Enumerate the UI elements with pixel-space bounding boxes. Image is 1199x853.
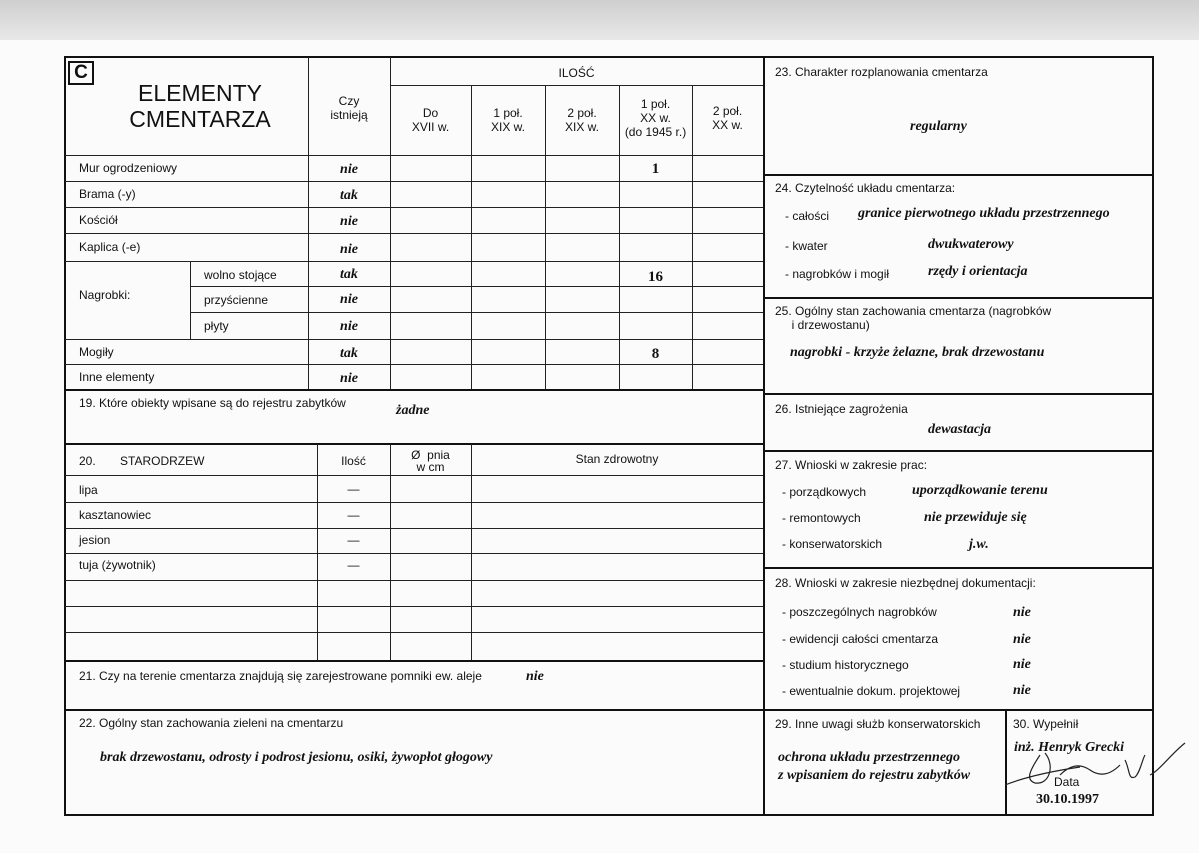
grid-line	[190, 261, 191, 339]
quantity-value: 16	[648, 269, 663, 285]
q24-item-answer: granice pierwotnego układu przestrzennego	[858, 206, 1110, 221]
tree-qty: —	[347, 533, 360, 547]
grid-line	[65, 443, 763, 445]
grid-line	[190, 286, 763, 287]
q24-item-label: - nagrobków i mogił	[785, 267, 890, 281]
grid-line	[764, 567, 1153, 569]
tree-name: kasztanowiec	[79, 508, 152, 522]
q26-answer: dewastacja	[928, 422, 991, 437]
q19-label: 19. Które obiekty wpisane są do rejestru zabytków	[79, 396, 346, 410]
exists-answer: tak	[340, 346, 358, 361]
q24-item-answer: dwukwaterowy	[928, 237, 1014, 252]
grid-line	[65, 364, 763, 365]
grid-line	[65, 233, 763, 234]
q27-item-label: - remontowych	[782, 511, 861, 525]
header-period: 1 poł. XX w. (do 1945 r.)	[624, 97, 687, 139]
q24-label: 24. Czytelność układu cmentarza:	[775, 181, 956, 195]
q27-label: 27. Wnioski w zakresie prac:	[775, 458, 928, 472]
q29-answer: ochrona układu przestrzennego z wpisaniem do rejestru zabytków	[778, 750, 971, 783]
q26-label: 26. Istniejące zagrożenia	[775, 402, 908, 416]
tree-name: jesion	[79, 533, 111, 547]
q27-item-label: - porządkowych	[782, 485, 867, 499]
grid-line	[65, 660, 763, 662]
q30-name: inż. Henryk Grecki	[1014, 740, 1125, 755]
q30-date: 30.10.1997	[1036, 792, 1099, 807]
q29-label: 29. Inne uwagi służb konserwatorskich	[775, 717, 981, 731]
q23-label: 23. Charakter rozplanowania cmentarza	[775, 65, 988, 79]
element-label: płyty	[204, 319, 229, 333]
grid-line	[390, 444, 391, 660]
exists-answer: nie	[340, 162, 358, 177]
header-quantity: ILOŚĆ	[558, 66, 595, 80]
tree-qty: —	[347, 508, 360, 522]
q24-item-label: - kwater	[785, 239, 828, 253]
grid-line	[65, 155, 763, 156]
element-label: Mur ogrodzeniowy	[79, 161, 178, 175]
tombstones-label: Nagrobki:	[79, 288, 131, 302]
scan-top-edge	[0, 0, 1199, 40]
grid-line	[764, 709, 1153, 711]
header-period: 2 poł. XX w.	[712, 104, 743, 132]
q27-item-label: - konserwatorskich	[782, 537, 883, 551]
q28-label: 28. Wnioski w zakresie niezbędnej dokumentacji:	[775, 576, 1036, 590]
q27-item-answer: j.w.	[969, 537, 989, 552]
quantity-value: 8	[651, 346, 660, 362]
signature	[1000, 715, 1190, 805]
grid-line	[471, 444, 472, 660]
q28-item-answer: nie	[1013, 605, 1031, 620]
section-letter: C	[68, 61, 94, 85]
grid-line	[317, 444, 318, 660]
grid-line	[190, 312, 763, 313]
q20-number: 20.	[79, 454, 96, 468]
q30-date-label: Data	[1054, 775, 1080, 789]
q20-title: STARODRZEW	[120, 454, 205, 468]
grid-line	[65, 389, 763, 391]
element-label: wolno stojące	[204, 268, 277, 282]
tree-qty: —	[347, 482, 360, 496]
q28-item-answer: nie	[1013, 657, 1031, 672]
grid-line	[764, 450, 1153, 452]
q30-label: 30. Wypełnił	[1013, 717, 1079, 731]
grid-line	[764, 297, 1153, 299]
column-divider	[763, 56, 765, 816]
q27-item-answer: nie przewiduje się	[924, 510, 1027, 525]
grid-line	[65, 475, 763, 476]
quantity-value: 1	[651, 161, 660, 177]
header-period: 1 poł. XIX w.	[490, 106, 525, 134]
tree-name: tuja (żywotnik)	[79, 558, 156, 572]
grid-line	[764, 393, 1153, 395]
exists-answer: nie	[340, 214, 358, 229]
grid-line	[390, 85, 763, 86]
exists-answer: tak	[340, 267, 358, 282]
grid-line	[65, 181, 763, 182]
header-period: Do XVII w.	[411, 106, 450, 134]
grid-line	[65, 632, 763, 633]
q27-item-answer: uporządkowanie terenu	[912, 483, 1048, 498]
q25-answer: nagrobki - krzyże żelazne, brak drzewostanu	[790, 345, 1045, 360]
q28-item-label: - ewidencji całości cmentarza	[782, 632, 939, 646]
trees-col-diameter: Ø pnia w cm	[411, 448, 450, 474]
trees-col-health: Stan zdrowotny	[575, 452, 659, 466]
grid-line	[65, 528, 763, 529]
q22-answer: brak drzewostanu, odrosty i podrost jesionu, osiki, żywopłot głogowy	[100, 750, 493, 765]
q24-item-answer: rzędy i orientacja	[928, 264, 1028, 279]
element-label: Kaplica (-e)	[79, 240, 141, 254]
element-label: Kościół	[79, 213, 118, 227]
grid-line	[65, 261, 763, 262]
element-label: Inne elementy	[79, 370, 155, 384]
tree-qty: —	[347, 558, 360, 572]
grid-line	[65, 553, 763, 554]
q28-item-label: - ewentualnie dokum. projektowej	[782, 684, 961, 698]
grid-line	[65, 709, 763, 711]
grid-line	[65, 606, 763, 607]
q22-label: 22. Ogólny stan zachowania zieleni na cmentarzu	[79, 716, 344, 730]
q28-item-answer: nie	[1013, 683, 1031, 698]
header-exists: Czy istnieją	[330, 94, 368, 122]
form-title: ELEMENTY CMENTARZA	[129, 80, 271, 132]
element-label: Mogiły	[79, 345, 114, 359]
grid-line	[65, 339, 763, 340]
q28-item-answer: nie	[1013, 632, 1031, 647]
element-label: Brama (-y)	[79, 187, 136, 201]
q19-answer: żadne	[396, 403, 430, 418]
grid-line	[65, 580, 763, 581]
header-period: 2 poł. XIX w.	[564, 106, 599, 134]
exists-answer: nie	[340, 319, 358, 334]
tree-name: lipa	[79, 483, 98, 497]
q25-label: 25. Ogólny stan zachowania cmentarza (nagrobków i drzewostanu)	[775, 304, 1052, 332]
q28-item-label: - studium historycznego	[782, 658, 909, 672]
exists-answer: nie	[340, 242, 358, 257]
q24-item-label: - całości	[785, 209, 830, 223]
exists-answer: nie	[340, 371, 358, 386]
q23-answer: regularny	[910, 119, 967, 134]
grid-line	[65, 502, 763, 503]
trees-col-qty: Ilość	[341, 454, 366, 468]
grid-line	[65, 207, 763, 208]
q28-item-label: - poszczególnych nagrobków	[782, 605, 937, 619]
exists-answer: nie	[340, 292, 358, 307]
q21-label: 21. Czy na terenie cmentarza znajdują się zarejestrowane pomniki ew. aleje	[79, 669, 482, 683]
exists-answer: tak	[340, 188, 358, 203]
q21-answer: nie	[526, 669, 544, 684]
grid-line	[764, 174, 1153, 176]
element-label: przyścienne	[204, 293, 269, 307]
